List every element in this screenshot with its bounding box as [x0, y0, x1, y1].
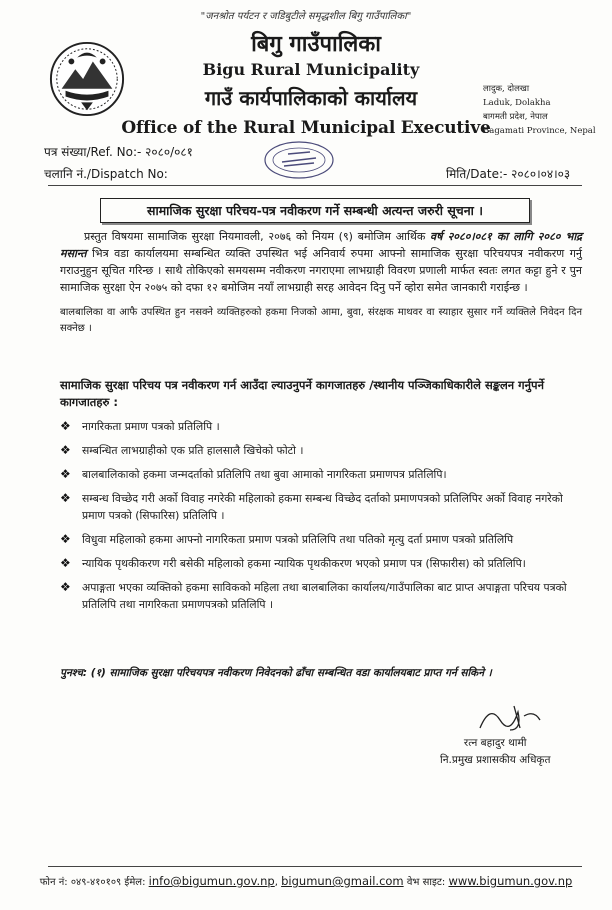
- email-link-gmail[interactable]: bigumun@gmail.com: [281, 874, 404, 888]
- list-item: [60, 555, 585, 572]
- motto: "जनश्रोत पर्यटन र जडिबुटीले समृद्धशील बिगु गाउँपालिका": [200, 11, 412, 22]
- website-label: वेभ साइट:: [406, 877, 446, 888]
- para1-text: प्रस्तुत विषयमा सामाजिक सुरक्षा नियमावली, २०७६ को नियम (९) बमोजिम आर्थिक: [84, 230, 431, 243]
- municipality-name-nepali: बिगु गाउँपालिका: [251, 32, 381, 57]
- list-item-text: विधुवा महिलाको हकमा आफ्नो नागरिकता प्रमाण पत्रको प्रतिलिपि तथा पतिको मृत्यु दर्ता प्रमाण पत्रको प्रतिलिपि: [82, 533, 514, 546]
- diamond-bullet-icon: ❖: [60, 491, 71, 505]
- documents-heading: सामाजिक सुरक्षा परिचय पत्र नवीकरण गर्न आउँदा ल्याउनुपर्ने कागजातहरु /स्थानीय पञ्जिकाधिकारीले सङ्कलन गर्नुपर्ने कागजातहरु :: [60, 378, 544, 409]
- signatory-name: रत्न बहादुर थामी: [463, 737, 527, 749]
- list-item: [60, 466, 585, 483]
- phone-number: फोन नं: ०४९-४१०१०९: [39, 877, 122, 888]
- diamond-bullet-icon: ❖: [60, 556, 71, 570]
- office-address: [483, 82, 596, 138]
- documents-list: [60, 418, 585, 620]
- address-line: Laduk, Dolakha: [483, 98, 551, 108]
- municipality-name-english: Bigu Rural Municipality: [202, 60, 420, 79]
- list-item-text: सम्बन्ध विच्छेद गरी अर्को विवाह नगरेकी महिलाको हकमा सम्बन्ध विच्छेद दर्ताको प्रमाणपत्रको प्रतिलिपिर अर्को विवाह नगरेको प्रमाण पत्रको (सिफारिस) प्रतिलिपि ।: [82, 492, 563, 522]
- website-link[interactable]: www.bigumun.gov.np: [448, 874, 573, 888]
- body-paragraph-1: [60, 228, 582, 296]
- list-item-text: बालबालिकाको हकमा जन्मदर्ताको प्रतिलिपि तथा बुवा आमाको नागरिकता प्रमाणपत्र प्रतिलिपि।: [82, 468, 447, 481]
- header-divider: [48, 185, 582, 186]
- diamond-bullet-icon: ❖: [60, 419, 71, 433]
- office-name-english: Office of the Rural Municipal Executive: [121, 118, 491, 138]
- email-link-info[interactable]: info@bigumun.gov.np: [148, 874, 275, 888]
- list-item: [60, 531, 585, 548]
- office-name-nepali: गाउँ कार्यपालिकाको कार्यालय: [204, 86, 418, 110]
- list-item: [60, 442, 585, 459]
- office-stamp-image: [262, 140, 336, 180]
- diamond-bullet-icon: ❖: [60, 532, 71, 546]
- signatory-title: नि.प्रमुख प्रशासकीय अधिकृत: [440, 754, 551, 766]
- list-item: [60, 418, 585, 435]
- list-item-text: नागरिकता प्रमाण पत्रको प्रतिलिपि ।: [82, 420, 220, 433]
- deadline-emphasis: वर्ष २०८०।०८१ का लागि २०८० भाद्र मसान्त: [60, 230, 583, 260]
- dispatch-number: चलानि नं./Dispatch No:: [44, 167, 168, 181]
- para1-text-cont: भित्र वडा कार्यालयमा सम्बन्धित व्यक्ति उपस्थित भई अनिवार्य रुपमा आफ्नो सामाजिक सुरक्षा परिचयपत्र नवीकरण गर्नु गराउनुहुन सूचित गरिन्छ । साथै तोकिएको समयसम्म नवीकरण नगराएमा लाभग्राही विवरण प्रणाली मार्फत स्वतः लगत कट्टा हुने र पुन सामाजिक सुरक्षा ऐन २०७५ को दफा १२ बमोजिम नयाँ लाभग्राही सरह आवेदन दिनु पर्ने व्होरा समेत जानकारी गराईन्छ ।: [60, 247, 582, 294]
- list-item: [60, 579, 585, 613]
- list-item-text: न्यायिक पृथकीकरण गरी बसेकी महिलाको हकमा न्यायिक पृथकीकरण भएको प्रमाण पत्र (सिफारीस) को प्रतिलिपि।: [82, 557, 526, 570]
- body-paragraph-2: बालबालिका वा आफै उपस्थित हुन नसक्ने व्यक्तिहरुको हकमा निजको आमा, बुवा, संरक्षक माथवर वा स्याहार सुसार गर्ने व्यक्तिले निवेदन दिन सक्नेछ ।: [60, 307, 582, 334]
- address-line: Bagamati Province, Nepal: [483, 126, 596, 136]
- footer-contact: फोन नं: ०४९-४१०१०९ ईमेल: info@bigumun.gov.np, bigumun@gmail.com वेभ साइट: www.bigumun.gov.np: [39, 874, 573, 888]
- list-item: [60, 490, 585, 524]
- footer-divider: [48, 866, 582, 867]
- list-item-text: सम्बन्धित लाभग्राहीको एक प्रति हालसालै खिचेको फोटो ।: [82, 444, 304, 457]
- letter-date: मिति/Date:- २०८०।०४।०३: [446, 167, 571, 181]
- reference-number: पत्र संख्या/Ref. No:- २०८०/०८१: [44, 145, 193, 159]
- signatory-block: [440, 735, 550, 769]
- diamond-bullet-icon: ❖: [60, 467, 71, 481]
- address-line: लादुक, दोलखा: [483, 84, 530, 94]
- list-item-text: अपाङ्गता भएका व्यक्तिको हकमा साविकको महिला तथा बालबालिका कार्यालय/गाउँपालिका बाट प्राप्त अपाङ्गता परिचय पत्रको प्रतिलिपि तथा नागरिकता प्रमाणपत्रको प्रतिलिपि ।: [82, 581, 567, 611]
- signature-image: [470, 700, 550, 736]
- email-label: ईमेल:: [124, 877, 146, 888]
- postscript-note: पुनश्च: (१) सामाजिक सुरक्षा परिचयपत्र नवीकरण निवेदनको ढाँचा सम्बन्धित वडा कार्यालयबाट प्राप्त गर्न सकिने ।: [60, 667, 492, 679]
- diamond-bullet-icon: ❖: [60, 580, 71, 594]
- address-line: बागमती प्रदेश, नेपाल: [483, 112, 548, 122]
- subject-box: सामाजिक सुरक्षा परिचय-पत्र नवीकरण गर्ने सम्बन्धी अत्यन्त जरुरी सूचना ।: [100, 198, 530, 223]
- diamond-bullet-icon: ❖: [60, 443, 71, 457]
